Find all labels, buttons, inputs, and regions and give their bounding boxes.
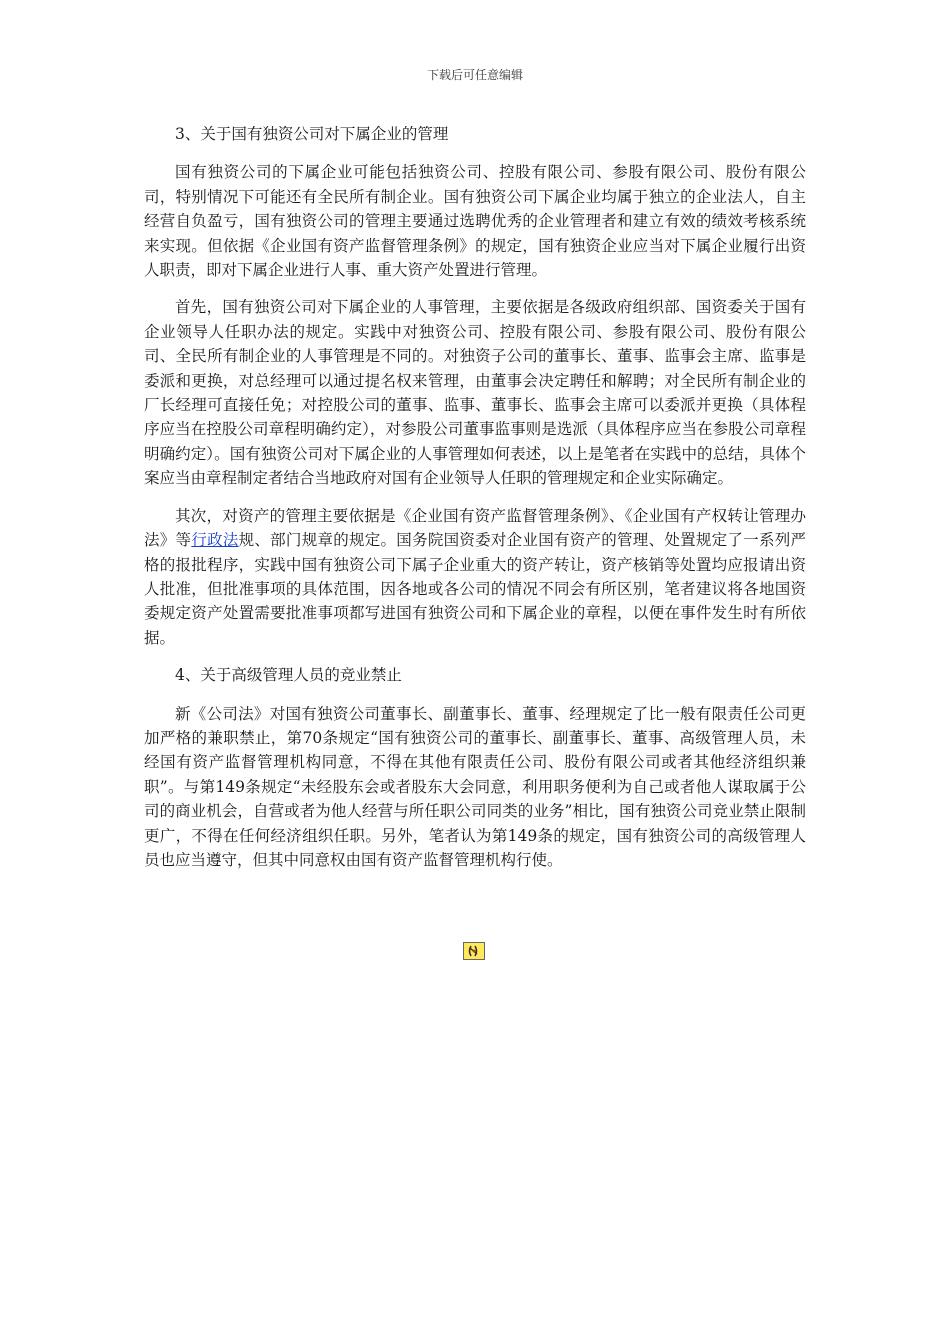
section-3-paragraph-3 bbox=[144, 504, 806, 650]
administrative-law-link[interactable]: 行政法 bbox=[191, 531, 239, 550]
section-4-heading: 4、关于高级管理人员的竞业禁止 bbox=[175, 666, 402, 685]
document-link-icon-graphic bbox=[464, 943, 484, 959]
section-4-paragraph-1: 新《公司法》对国有独资公司董事长、副董事长、董事、经理规定了比一般有限责任公司更加严格的兼职禁止，第70条规定“国有独资公司的董事长、副董事长、董事、高级管理人员，未经国有资产监督管理机构同意，不得在其他有限责任公司、股份有限公司或者其他经济组织兼职”。与第149条规定“未经股东会或者股东大会同意，利用职务便利为自己或者他人谋取属于公司的商业机会，自营或者为他人经营与所任职公司同类的业务”相比，国有独资公司竞业禁止限制更广，不得在任何经济组织任职。另外，笔者认为第149条的规定，国有独资公司的高级管理人员也应当遵守，但其中同意权由国有资产监督管理机构行使。 bbox=[144, 704, 806, 869]
document-body bbox=[144, 122, 806, 885]
section-3-paragraph-2: 首先，国有独资公司对下属企业的人事管理，主要依据是各级政府组织部、国资委关于国有企业领导人任职办法的规定。实践中对独资公司、控股有限公司、参股有限公司、股份有限公司、全民所有制企业的人事管理是不同的。对独资子公司的董事长、董事、监事会主席、监事是委派和更换，对总经理可以通过提名权来管理，由董事会决定聘任和解聘；对全民所有制企业的厂长经理可直接任免；对控股公司的董事、监事、董事长、监事会主席可以委派并更换（具体程序应当在控股公司章程明确约定），对参股公司董事监事则是选派（具体程序应当在参股公司章程明确约定）。国有独资公司对下属企业的人事管理如何表述，以上是笔者在实践中的总结，具体个案应当由章程制定者结合当地政府对国有企业领导人任职的管理规定和企业实际确定。 bbox=[144, 298, 806, 488]
paragraph-3-text-before: 其次，对资产的管理主要依据是《企业国有资产监督管理条例》、《企业国有产权转让管理办法》等 bbox=[144, 506, 806, 550]
paragraph-3-text-after: 规、部门规章的规定。国务院国资委对企业国有资产的管理、处置规定了一系列严格的报批程序，实践中国有独资公司下属子企业重大的资产转让，资产核销等处置均应报请出资人批准，但批准事项的具体范围，因各地或各公司的情况不同会有所区别，笔者建议将各地国资委规定资产处置需要批准事项都写进国有独资公司和下属企业的章程，以便在事件发生时有所依据。 bbox=[144, 531, 806, 647]
section-3-paragraph-1: 国有独资公司的下属企业可能包括独资公司、控股有限公司、参股有限公司、股份有限公司，特别情况下可能还有全民所有制企业。国有独资公司下属企业均属于独立的企业法人，自主经营自负盈亏，国有独资公司的管理主要通过选聘优秀的企业管理者和建立有效的绩效考核系统来实现。但依据《企业国有资产监督管理条例》的规定，国有独资企业应当对下属企业履行出资人职责，即对下属企业进行人事、重大资产处置进行管理。 bbox=[144, 163, 806, 280]
document-link-icon[interactable] bbox=[463, 942, 485, 960]
section-3-heading: 3、关于国有独资公司对下属企业的管理 bbox=[175, 125, 449, 143]
page-header: 下载后可任意编辑 bbox=[426, 68, 523, 82]
